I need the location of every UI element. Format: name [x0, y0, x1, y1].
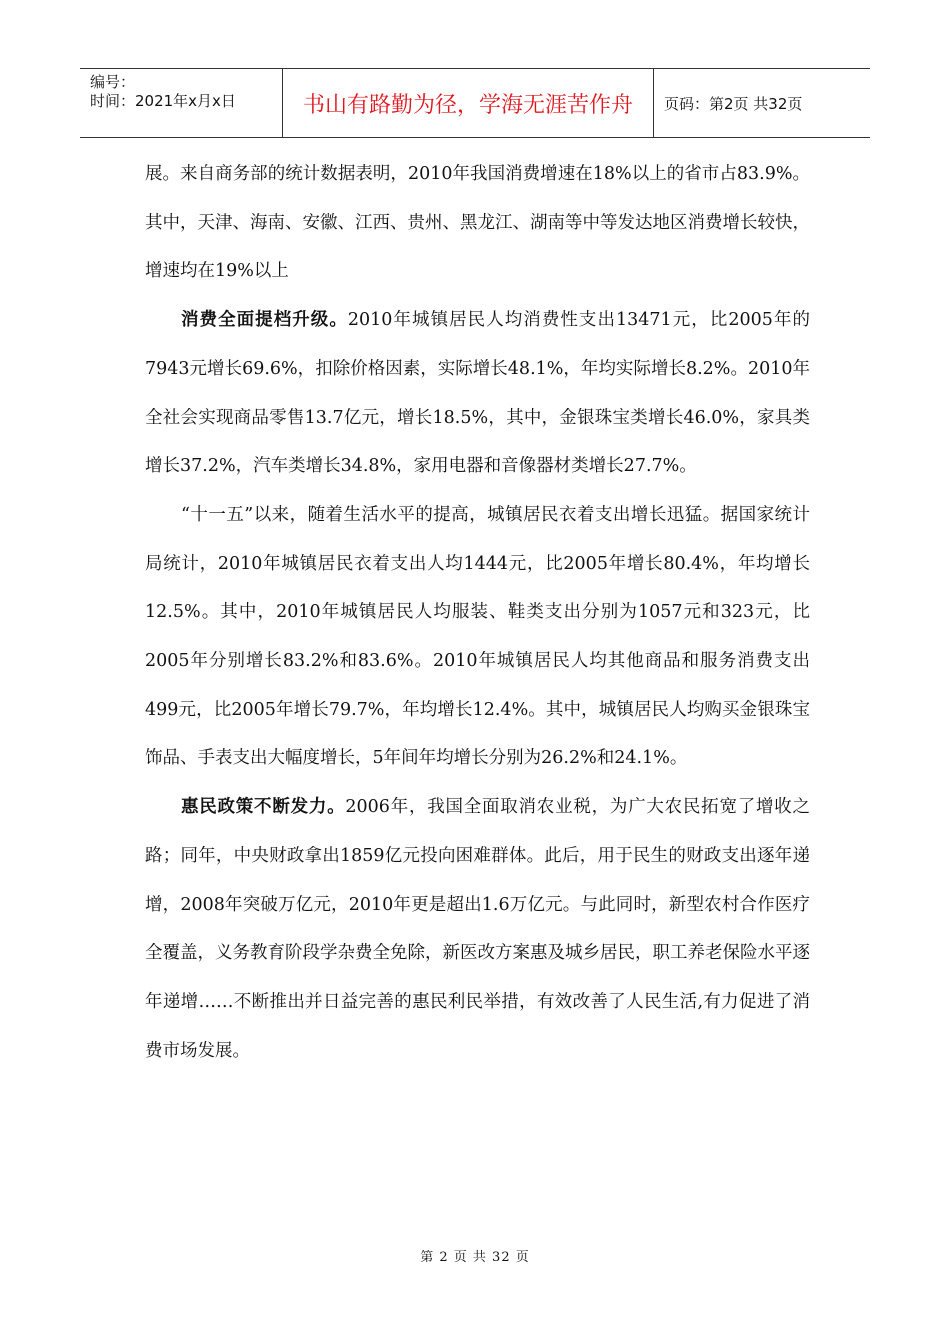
page-footer: 第 2 页 共 32 页 [420, 1250, 530, 1265]
paragraph-4 [145, 783, 810, 1075]
paragraph-1-text: 展。来自商务部的统计数据表明，2010年我国消费增速在18%以上的省市占83.9%。其中，天津、海南、安徽、江西、贵州、黑龙江、湖南等中等发达地区消费增长较快，增速均在19%以上 [145, 164, 810, 282]
paragraph-2 [145, 296, 810, 491]
paragraph-1 [145, 150, 810, 296]
document-number-label: 编号： [90, 73, 136, 91]
header-motto: 书山有路勤为径，学海无涯苦作舟 [283, 69, 654, 137]
paragraph-4-lead: 惠民政策不断发力。 [181, 797, 346, 818]
paragraph-2-lead: 消费全面提档升级。 [181, 310, 348, 331]
page-header [80, 68, 870, 138]
paragraph-3 [145, 491, 810, 783]
document-body [145, 150, 810, 1075]
header-meta [80, 69, 283, 137]
header-page-info: 页码：第2页 共32页 [664, 94, 803, 113]
paragraph-2-text: 2010年城镇居民人均消费性支出13471元，比2005年的7943元增长69.6%，扣除价格因素，实际增长48.1%，年均实际增长8.2%。2010年全社会实现商品零售13.7亿元，增长18.5%，其中，金银珠宝类增长46.0%，家具类增长37.2%，汽车类增长34.8%，家用电器和音像器材类增长27.7%。 [145, 310, 810, 477]
document-date: 时间：2021年x月x日 [90, 92, 236, 110]
paragraph-3-text: “十一五”以来，随着生活水平的提高，城镇居民衣着支出增长迅猛。据国家统计局统计，2010年城镇居民衣着支出人均1444元，比2005年增长80.4%，年均增长12.5%。其中，2010年城镇居民人均服装、鞋类支出分别为1057元和323元，比2005年分别增长83.2%和83.6%。2010年城镇居民人均其他商品和服务消费支出499元，比2005年增长79.7%，年均增长12.4%。其中，城镇居民人均购买金银珠宝饰品、手表支出大幅度增长，5年间年均增长分别为26.2%和24.1%。 [145, 504, 810, 769]
paragraph-4-text: 2006年，我国全面取消农业税，为广大农民拓宽了增收之路；同年，中央财政拿出1859亿元投向困难群体。此后，用于民生的财政支出逐年递增，2008年突破万亿元，2010年更是超出1.6万亿元。与此同时，新型农村合作医疗全覆盖，义务教育阶段学杂费全免除，新医改方案惠及城乡居民，职工养老保险水平逐年递增……不断推出并日益完善的惠民利民举措，有效改善了人民生活,有力促进了消费市场发展。 [145, 797, 811, 1061]
